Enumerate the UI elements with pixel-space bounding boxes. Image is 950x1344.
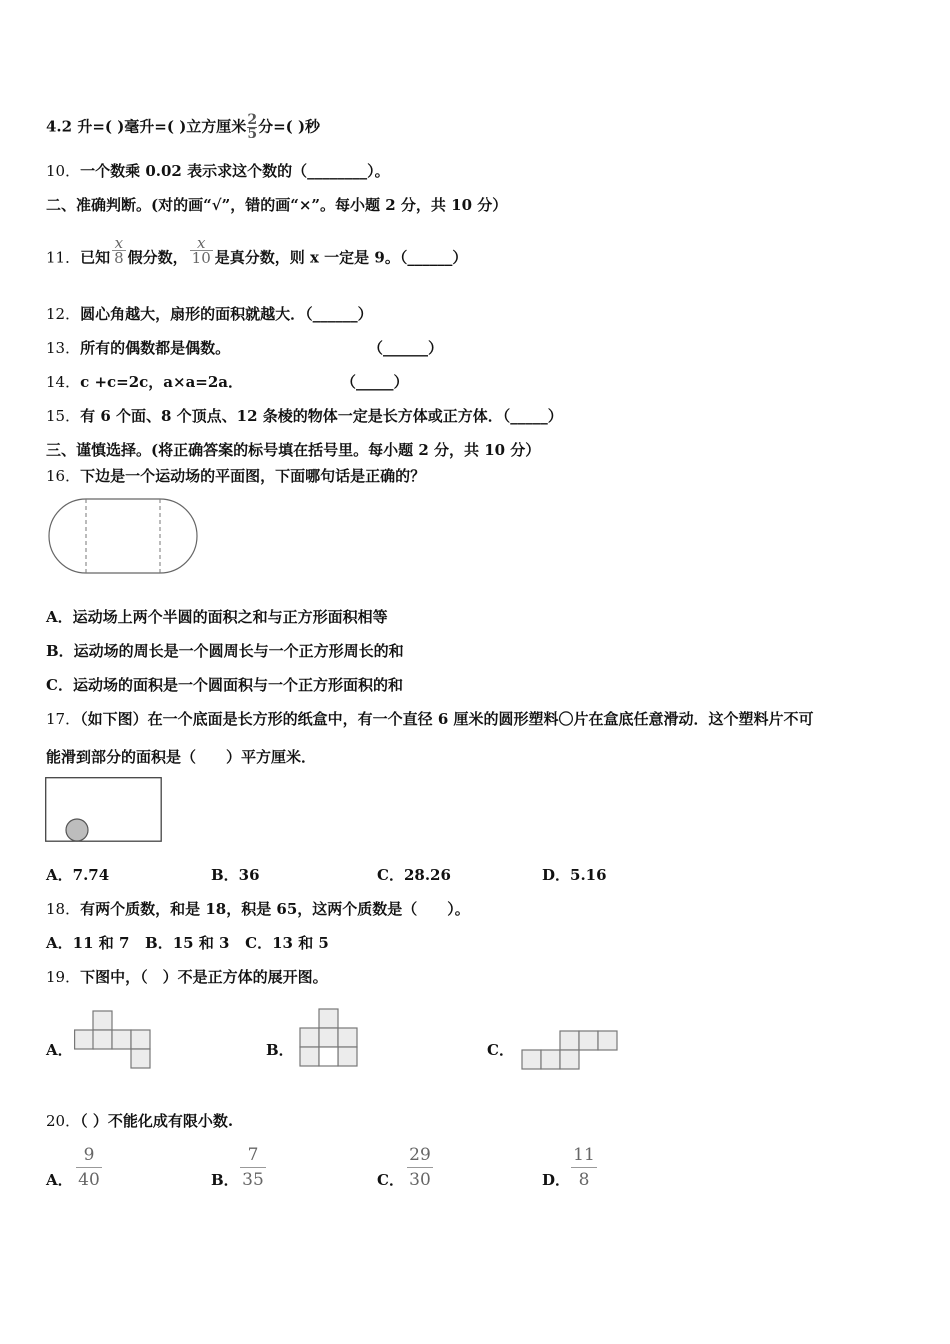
q20-fraction-a bbox=[76, 1143, 102, 1192]
q19-option-c-text: C． bbox=[487, 1041, 514, 1059]
q17-option-c-text: C．28.26 bbox=[377, 866, 451, 884]
q19-option-c-label bbox=[487, 1040, 514, 1060]
q20-option-c-label bbox=[377, 1170, 404, 1190]
q15-number: 15． bbox=[46, 407, 81, 425]
q19-text: 下图中，（ ）不是正方体的展开图。 bbox=[80, 968, 328, 986]
q12-text: 圆心角越大，扇形的面积就越大．（______） bbox=[80, 305, 373, 323]
question-10 bbox=[46, 161, 390, 181]
q17-option-b-text: B．36 bbox=[211, 866, 260, 884]
question-9 bbox=[46, 114, 320, 141]
q9-text-e: )秒 bbox=[292, 117, 321, 136]
q15-text: 有 6 个面、8 个顶点、12 条棱的物体一定是长方体或正方体．（_____） bbox=[80, 407, 563, 425]
q19-number: 19． bbox=[46, 968, 81, 986]
q19-net-b bbox=[299, 1008, 361, 1068]
q20-frac-d-num: 11 bbox=[573, 1145, 595, 1165]
q20-fraction-c bbox=[407, 1143, 433, 1192]
q20-frac-b-den: 35 bbox=[240, 1167, 266, 1192]
q17-option-a-text: A．7.74 bbox=[46, 866, 110, 884]
q20-frac-a-num: 9 bbox=[83, 1145, 95, 1165]
q18-number: 18． bbox=[46, 900, 81, 918]
question-13 bbox=[46, 338, 230, 358]
q19-net-c bbox=[521, 1030, 621, 1072]
q17-number: 17． bbox=[46, 710, 81, 728]
q9-frac-den: 5 bbox=[247, 126, 258, 142]
q12-number: 12． bbox=[46, 305, 81, 323]
q9-fraction bbox=[247, 114, 257, 141]
q17-option-d-text: D．5.16 bbox=[542, 866, 607, 884]
q11-fraction-2 bbox=[190, 236, 213, 265]
q11-text-b: 假分数， bbox=[127, 248, 188, 267]
q20-frac-c-den: 30 bbox=[407, 1167, 433, 1192]
question-14 bbox=[46, 372, 243, 392]
q19-option-a-label bbox=[46, 1040, 73, 1060]
q20-frac-b-num: 7 bbox=[247, 1145, 259, 1165]
q11-frac1-num: x bbox=[114, 234, 124, 252]
q20-number: 20． bbox=[46, 1112, 81, 1130]
q17-option-d bbox=[542, 865, 607, 885]
q16-option-a-text: A．运动场上两个半圆的面积之和与正方形面积相等 bbox=[46, 608, 388, 626]
q20-option-b-label bbox=[211, 1170, 239, 1190]
q20-fraction-b bbox=[240, 1143, 266, 1192]
q11-fraction-1 bbox=[112, 236, 126, 265]
q20-fraction-d bbox=[571, 1143, 597, 1192]
q14-text: c +c=2c，a×a=2a． bbox=[80, 373, 244, 391]
q11-frac1-den: 8 bbox=[114, 249, 124, 267]
q14-blank-text: （_____） bbox=[341, 373, 409, 391]
q16-option-b bbox=[46, 641, 404, 661]
section-2-text: 二、准确判断。(对的画“√”，错的画“×”。每小题 2 分，共 10 分） bbox=[46, 196, 508, 214]
question-20 bbox=[46, 1111, 233, 1131]
q19-option-a-text: A． bbox=[46, 1041, 73, 1059]
q17-text-line-1: （如下图）在一个底面是长方形的纸盒中，有一个直径 6 厘米的圆形塑料〇片在盒底任意滑动．这个塑料片不可 bbox=[80, 710, 814, 728]
q9-frac-num: 2 bbox=[247, 112, 258, 128]
q9-text-c: )立方厘米 bbox=[173, 117, 247, 136]
q14-number: 14． bbox=[46, 373, 81, 391]
q13-number: 13． bbox=[46, 339, 81, 357]
q16-text: 下边是一个运动场的平面图，下面哪句话是正确的？ bbox=[80, 467, 426, 485]
q16-option-c-text: C．运动场的面积是一个圆面积与一个正方形面积的和 bbox=[46, 676, 403, 694]
q20-option-d-text: D． bbox=[542, 1171, 571, 1189]
q13-blank bbox=[368, 338, 443, 358]
q9-text-a: 4.2 升=( bbox=[46, 117, 112, 136]
question-16 bbox=[46, 466, 425, 486]
section-3-heading bbox=[46, 440, 540, 460]
q14-blank bbox=[341, 372, 409, 392]
q17-text-line-2: 能滑到部分的面积是（ ）平方厘米． bbox=[46, 748, 317, 766]
q19-option-b-text: B． bbox=[266, 1041, 294, 1059]
q17-option-a bbox=[46, 865, 109, 885]
q11-text-a: 已知 bbox=[80, 248, 111, 267]
question-17-line-2 bbox=[46, 747, 316, 767]
paper-box-figure bbox=[45, 777, 163, 843]
q17-option-c bbox=[377, 865, 451, 885]
q11-frac2-num: x bbox=[196, 234, 206, 252]
question-19 bbox=[46, 967, 328, 987]
q17-option-b bbox=[211, 865, 260, 885]
question-17-line-1 bbox=[46, 709, 813, 729]
q19-option-b-label bbox=[266, 1040, 294, 1060]
q16-option-a bbox=[46, 607, 388, 627]
q9-text-d: 分=( bbox=[258, 117, 293, 136]
question-15 bbox=[46, 406, 563, 426]
q20-frac-d-den: 8 bbox=[571, 1167, 597, 1192]
q13-text: 所有的偶数都是偶数。 bbox=[80, 339, 231, 357]
q10-number: 10． bbox=[46, 162, 81, 180]
q20-option-b-text: B． bbox=[211, 1171, 239, 1189]
q20-frac-c-num: 29 bbox=[409, 1145, 431, 1165]
q11-number: 11． bbox=[46, 248, 81, 267]
q16-option-c bbox=[46, 675, 403, 695]
q19-net-a bbox=[74, 1010, 154, 1070]
section-3-text: 三、谨慎选择。(将正确答案的标号填在括号里。每小题 2 分，共 10 分） bbox=[46, 441, 541, 459]
question-12 bbox=[46, 304, 373, 324]
q20-option-c-text: C． bbox=[377, 1171, 404, 1189]
q11-text-c: 是真分数，则 x 一定是 9。（______） bbox=[214, 248, 468, 267]
q20-option-a-label bbox=[46, 1170, 73, 1190]
q18-text: 有两个质数，和是 18，积是 65，这两个质数是（ ）。 bbox=[80, 900, 470, 918]
q10-text: 一个数乘 0.02 表示求这个数的（________）。 bbox=[80, 162, 390, 180]
q13-blank-text: （______） bbox=[368, 339, 444, 357]
q20-option-a-text: A． bbox=[46, 1171, 73, 1189]
q20-text: （ ）不能化成有限小数. bbox=[80, 1112, 234, 1130]
question-18 bbox=[46, 899, 470, 919]
q11-frac2-den: 10 bbox=[191, 249, 211, 267]
q20-option-d-label bbox=[542, 1170, 570, 1190]
q9-text-b: )毫升=( bbox=[111, 117, 174, 136]
q18-options-text: A．11 和 7 B．15 和 3 C．13 和 5 bbox=[46, 934, 329, 952]
q20-frac-a-den: 40 bbox=[76, 1167, 102, 1192]
q16-number: 16． bbox=[46, 467, 81, 485]
question-11 bbox=[46, 234, 468, 273]
q16-option-b-text: B．运动场的周长是一个圆周长与一个正方形周长的和 bbox=[46, 642, 404, 660]
stadium-figure bbox=[46, 496, 200, 578]
section-2-heading bbox=[46, 195, 507, 215]
q18-options bbox=[46, 933, 329, 953]
